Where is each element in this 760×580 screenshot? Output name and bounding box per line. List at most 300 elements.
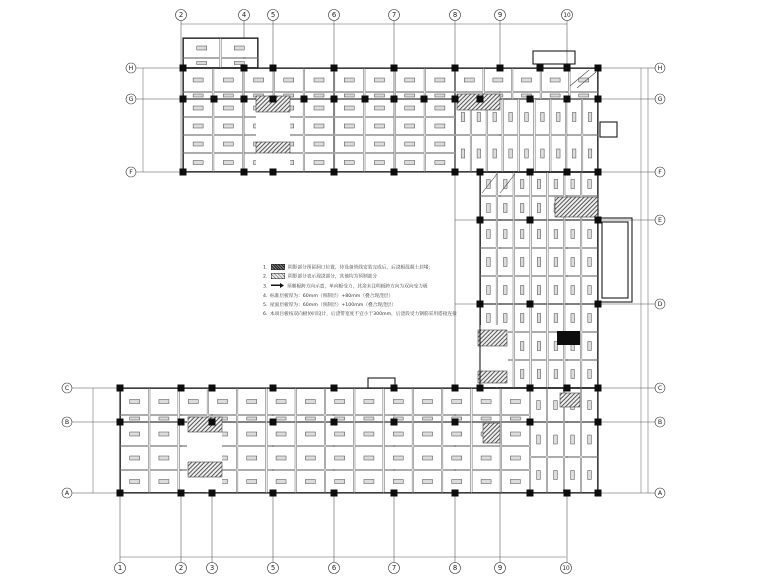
- slab-tag: [537, 230, 541, 239]
- note-number: 3.: [263, 283, 268, 290]
- grid-bubble-label-G: G: [128, 95, 134, 103]
- slab-tag: [493, 149, 497, 158]
- column-marker: [211, 96, 218, 103]
- column-marker: [595, 490, 602, 497]
- grid-bubble-label-2: 2: [178, 11, 184, 20]
- cast-in-place-hatch-region: [188, 417, 222, 432]
- column-marker: [391, 490, 398, 497]
- slab-tag: [374, 142, 384, 146]
- slab-tag: [314, 78, 324, 82]
- slab-tag: [537, 342, 541, 351]
- slab-tag: [509, 149, 512, 158]
- slab-tag: [537, 435, 541, 444]
- slab-tag: [305, 400, 315, 404]
- column-marker: [527, 169, 534, 176]
- slab-tag: [344, 161, 354, 165]
- slab-tag: [130, 480, 140, 484]
- column-marker: [331, 419, 338, 426]
- column-marker: [391, 169, 398, 176]
- slab-tag: [405, 142, 415, 146]
- plan-notes-block: [263, 263, 473, 319]
- slab-tag: [477, 113, 481, 122]
- slab-tag: [405, 124, 415, 128]
- slab-tag: [247, 417, 257, 420]
- grid-bubble-label-H: H: [657, 64, 663, 72]
- column-marker: [477, 169, 484, 176]
- slab-tag: [423, 456, 433, 460]
- column-marker: [178, 385, 185, 392]
- slab-tag: [588, 180, 592, 189]
- column-marker: [270, 490, 277, 497]
- slab-tag: [541, 149, 545, 158]
- slab-tag: [579, 78, 589, 82]
- column-marker: [209, 490, 216, 497]
- slab-tag: [223, 106, 233, 110]
- slab-tag: [188, 400, 198, 404]
- column-marker: [117, 490, 124, 497]
- grid-bubble-label-7: 7: [391, 11, 397, 20]
- slab-tag: [393, 480, 403, 484]
- column-marker: [452, 419, 459, 426]
- slab-tag: [435, 106, 445, 110]
- column-marker: [209, 419, 216, 426]
- slab-tag: [588, 286, 592, 295]
- column-marker: [527, 419, 534, 426]
- grid-bubble-label-F: F: [129, 168, 133, 176]
- note-line-2: [263, 272, 473, 281]
- column-marker: [117, 419, 124, 426]
- slab-tag: [435, 124, 445, 128]
- grid-bubble-label-G: G: [657, 95, 663, 103]
- slab-tag: [571, 258, 575, 267]
- slab-tag: [461, 113, 465, 122]
- column-marker: [564, 490, 571, 497]
- column-marker: [452, 96, 459, 103]
- grid-bubble-label-H: H: [128, 64, 134, 72]
- note-text: 标准层板厚为：60mm（预制层）+80mm（叠合现浇层）: [269, 292, 394, 299]
- note-number: 4.: [263, 292, 268, 299]
- slab-tag: [487, 314, 491, 323]
- slab-tag: [393, 456, 403, 460]
- note-line-6: [263, 310, 473, 319]
- note-line-3: [263, 281, 473, 291]
- note-line-5: [263, 300, 473, 309]
- note-text: 阴影部分预留洞口位置，待设备管线安装完成后，后浇板混凝土封堵；: [287, 264, 434, 270]
- column-marker: [117, 385, 124, 392]
- slab-tag: [335, 400, 345, 404]
- grid-bubble-label-10: 10: [563, 13, 571, 20]
- cast-in-place-hatch-region: [188, 462, 222, 477]
- cast-in-place-hatch-region: [555, 197, 598, 217]
- slab-tag: [452, 400, 462, 404]
- slab-tag: [344, 78, 354, 82]
- slab-tag: [314, 124, 324, 128]
- slab-tag: [571, 370, 575, 379]
- slab-tag: [130, 456, 140, 460]
- column-marker: [331, 385, 338, 392]
- column-marker: [564, 169, 571, 176]
- slab-tag: [305, 417, 315, 420]
- legend-opening-hatch-icon: [271, 264, 285, 270]
- slab-tag: [487, 230, 491, 239]
- slab-tag: [405, 161, 415, 165]
- slab-tag: [510, 400, 520, 404]
- note-text: 预制板跨方向示意，单向板受力，其余未注明板跨方向为双向受力板: [286, 283, 428, 290]
- column-marker: [331, 490, 338, 497]
- slab-tag: [571, 471, 575, 480]
- column-marker: [270, 169, 277, 176]
- slab-tag: [481, 400, 491, 404]
- slab-tag: [344, 106, 354, 110]
- slab-tag: [193, 78, 203, 82]
- slab-tag: [452, 480, 462, 484]
- grid-bubble-label-A: A: [64, 489, 70, 497]
- slab-tag: [557, 149, 561, 158]
- slab-tag: [588, 435, 592, 444]
- slab-tag: [509, 113, 512, 122]
- slab-tag: [537, 370, 541, 379]
- slab-tag: [314, 142, 324, 146]
- slab-tag: [487, 258, 491, 267]
- slab-tag: [487, 286, 491, 295]
- slab-tag: [305, 432, 315, 436]
- slab-tag: [218, 400, 228, 404]
- slab-tag: [537, 401, 541, 410]
- grid-bubble-label-9: 9: [497, 11, 503, 20]
- slab-tag: [423, 480, 433, 484]
- slab-tag: [504, 286, 508, 295]
- slab-tag: [554, 314, 558, 323]
- slab-tag: [284, 78, 294, 82]
- slab-tag: [405, 78, 415, 82]
- slab-tag: [193, 161, 203, 165]
- slab-tag: [571, 314, 575, 323]
- slab-tag: [571, 230, 575, 239]
- slab-tag: [588, 113, 592, 122]
- slab-tag: [159, 480, 169, 484]
- slab-tag: [522, 78, 532, 82]
- slab-tag: [481, 417, 491, 420]
- slab-tag: [550, 78, 560, 82]
- slab-tag: [335, 432, 345, 436]
- slab-tag: [557, 113, 561, 122]
- slab-tag: [197, 62, 207, 65]
- column-marker: [595, 65, 602, 72]
- column-marker: [301, 96, 308, 103]
- note-number: 6.: [263, 311, 268, 317]
- column-marker: [270, 65, 277, 72]
- slab-tag: [405, 106, 415, 110]
- column-marker: [241, 169, 248, 176]
- slab-tag: [364, 400, 374, 404]
- column-marker: [497, 65, 504, 72]
- slab-tag: [364, 456, 374, 460]
- column-marker: [180, 96, 187, 103]
- slab-tag: [588, 471, 592, 480]
- column-marker: [270, 419, 277, 426]
- grid-bubble-label-8: 8: [452, 564, 458, 573]
- slab-tag: [554, 230, 558, 239]
- slab-tag: [504, 230, 508, 239]
- column-marker: [564, 96, 571, 103]
- slab-tag: [520, 180, 524, 189]
- slab-tag: [554, 471, 558, 480]
- slab-tag: [193, 142, 203, 146]
- slab-tag: [247, 456, 257, 460]
- slab-tag: [554, 370, 558, 379]
- column-marker: [331, 65, 338, 72]
- building-outline: [533, 51, 575, 64]
- opening-solid-region: [557, 331, 580, 345]
- slab-tag: [423, 432, 433, 436]
- slab-tag: [520, 230, 524, 239]
- slab-tag: [159, 400, 169, 404]
- column-marker: [270, 385, 277, 392]
- slab-tag: [525, 113, 529, 122]
- column-marker: [391, 419, 398, 426]
- note-number: 2.: [263, 273, 268, 280]
- slab-tag: [588, 370, 592, 379]
- slab-tag: [159, 456, 169, 460]
- note-number: 5.: [263, 301, 268, 308]
- slab-tag: [504, 204, 508, 213]
- column-marker: [391, 385, 398, 392]
- slab-tag: [223, 142, 233, 146]
- column-marker: [595, 419, 602, 426]
- building-outline: [602, 222, 628, 298]
- building-outline: [598, 218, 632, 302]
- grid-bubble-label-A: A: [657, 489, 663, 497]
- slab-tag: [159, 417, 169, 420]
- slab-tag: [435, 94, 445, 97]
- column-marker: [331, 169, 338, 176]
- slab-tag: [554, 435, 558, 444]
- slab-tag: [254, 78, 264, 82]
- slab-tag: [364, 417, 374, 420]
- note-line-4: [263, 291, 473, 300]
- slab-tag: [276, 432, 286, 436]
- column-marker: [527, 385, 534, 392]
- cast-in-place-hatch-region: [256, 142, 290, 153]
- column-marker: [537, 65, 544, 72]
- slab-tag: [374, 94, 384, 97]
- slab-tag: [579, 94, 589, 97]
- note-text: 本项目板按双向板协同设计，后浇带宽度不宜小于300mm，后浇段受力钢筋采用搭接连接: [269, 311, 457, 317]
- slab-tag: [588, 314, 592, 323]
- slab-tag: [435, 142, 445, 146]
- slab-tag: [276, 417, 286, 420]
- slab-tag: [520, 370, 524, 379]
- slab-tag: [464, 78, 474, 82]
- column-marker: [595, 96, 602, 103]
- slab-tag: [554, 258, 558, 267]
- slab-tag: [537, 180, 541, 189]
- slab-tag: [276, 456, 286, 460]
- column-marker: [477, 217, 484, 224]
- slab-tag: [487, 204, 491, 213]
- column-marker: [209, 385, 216, 392]
- slab-tag: [335, 480, 345, 484]
- slab-tag: [223, 94, 233, 97]
- slab-tag: [572, 149, 576, 158]
- slab-tag: [588, 230, 592, 239]
- legend-span-direction-arrow-icon: [271, 281, 284, 290]
- cast-in-place-hatch-region: [483, 423, 500, 443]
- column-marker: [527, 490, 534, 497]
- slab-tag: [571, 435, 575, 444]
- slab-tag: [276, 400, 286, 404]
- slab-tag: [493, 78, 503, 82]
- slab-tag: [520, 258, 524, 267]
- column-marker: [391, 65, 398, 72]
- cast-in-place-hatch-region: [478, 371, 507, 383]
- slab-tag: [520, 342, 524, 351]
- slab-tag: [550, 94, 560, 97]
- slab-tag: [493, 113, 497, 122]
- slab-tag: [481, 480, 491, 484]
- slab-tag: [234, 46, 244, 50]
- slab-tag: [374, 161, 384, 165]
- slab-tag: [130, 432, 140, 436]
- slab-tag: [510, 456, 520, 460]
- column-marker: [178, 490, 185, 497]
- slab-tag: [541, 113, 545, 122]
- slab-tag: [452, 432, 462, 436]
- slab-tag: [247, 432, 257, 436]
- column-marker: [564, 385, 571, 392]
- grid-bubble-label-10: 10: [562, 566, 570, 573]
- slab-tag: [130, 417, 140, 420]
- grid-bubble-label-C: C: [64, 384, 70, 392]
- grid-bubble-label-3: 3: [209, 564, 215, 573]
- slab-tag: [193, 106, 203, 110]
- slab-tag: [554, 286, 558, 295]
- column-marker: [527, 301, 534, 308]
- slab-tag: [510, 432, 520, 436]
- column-marker: [270, 96, 277, 103]
- slab-tag: [234, 62, 244, 65]
- column-marker: [452, 65, 459, 72]
- slab-tag: [554, 401, 558, 410]
- slab-tag: [344, 142, 354, 146]
- grid-bubble-label-7: 7: [391, 564, 397, 573]
- slab-tag: [197, 46, 207, 50]
- slab-tag: [344, 94, 354, 97]
- slab-tag: [405, 94, 415, 97]
- legend-cast-in-place-hatch-icon: [271, 273, 285, 279]
- slab-tag: [314, 106, 324, 110]
- slab-tag: [344, 124, 354, 128]
- slab-tag: [504, 314, 508, 323]
- cast-in-place-hatch-region: [478, 330, 507, 346]
- slab-tag: [247, 400, 257, 404]
- column-marker: [452, 169, 459, 176]
- grid-bubble-label-6: 6: [331, 11, 337, 20]
- grid-bubble-label-6: 6: [331, 564, 337, 573]
- column-marker: [595, 301, 602, 308]
- slab-tag: [223, 124, 233, 128]
- grid-bubble-label-2: 2: [178, 564, 184, 573]
- slab-tag: [452, 456, 462, 460]
- slab-tag: [159, 432, 169, 436]
- column-marker: [595, 385, 602, 392]
- slab-tag: [520, 286, 524, 295]
- building-outline: [600, 122, 617, 137]
- slab-tag: [461, 149, 465, 158]
- slab-tag: [364, 480, 374, 484]
- slab-tag: [571, 286, 575, 295]
- slab-tag: [130, 400, 140, 404]
- column-marker: [241, 96, 248, 103]
- slab-tag: [572, 113, 576, 122]
- column-marker: [477, 301, 484, 308]
- grid-bubble-label-5: 5: [270, 564, 276, 573]
- column-marker: [564, 65, 571, 72]
- slab-tag: [374, 124, 384, 128]
- slab-tag: [571, 180, 575, 189]
- slab-tag: [504, 258, 508, 267]
- slab-tag: [537, 258, 541, 267]
- slab-tag: [554, 180, 558, 189]
- cast-in-place-hatch-region: [560, 393, 580, 407]
- slab-tag: [510, 480, 520, 484]
- slab-tag: [374, 106, 384, 110]
- grid-bubble-label-4: 4: [241, 11, 247, 20]
- slab-tag: [537, 204, 541, 213]
- column-marker: [477, 385, 484, 392]
- note-text: 阴影部分表示现浇部分，其他均为预制部分: [287, 273, 378, 280]
- slab-tag: [314, 161, 324, 165]
- column-marker: [595, 169, 602, 176]
- grid-bubble-label-B: B: [657, 418, 663, 426]
- grid-bubble-label-9: 9: [497, 564, 503, 573]
- grid-bubble-label-F: F: [658, 168, 662, 176]
- slab-tag: [525, 149, 529, 158]
- note-number: 1.: [263, 264, 268, 270]
- grid-bubble-label-8: 8: [452, 11, 458, 20]
- column-marker: [391, 96, 398, 103]
- column-marker: [527, 96, 534, 103]
- slab-tag: [588, 258, 592, 267]
- grid-bubble-label-1: 1: [117, 564, 123, 573]
- slab-tag: [520, 204, 524, 213]
- column-marker: [421, 96, 428, 103]
- slab-tag: [588, 342, 592, 351]
- column-marker: [595, 217, 602, 224]
- slab-tag: [314, 94, 324, 97]
- slab-tag: [223, 78, 233, 82]
- slab-tag: [223, 161, 233, 165]
- column-marker: [331, 96, 338, 103]
- slab-tag: [588, 401, 592, 410]
- slab-tag: [247, 480, 257, 484]
- slab-tag: [193, 94, 203, 97]
- slab-tag: [393, 432, 403, 436]
- slab-tag: [305, 456, 315, 460]
- slab-tag: [335, 456, 345, 460]
- slab-tag: [393, 400, 403, 404]
- column-marker: [452, 385, 459, 392]
- column-marker: [180, 169, 187, 176]
- slab-tag: [477, 149, 481, 158]
- slab-tag: [504, 180, 508, 189]
- slab-tag: [537, 314, 541, 323]
- slab-tag: [588, 149, 592, 158]
- slab-tag: [520, 314, 524, 323]
- column-marker: [452, 490, 459, 497]
- slab-tag: [537, 471, 541, 480]
- slab-tag: [510, 417, 520, 420]
